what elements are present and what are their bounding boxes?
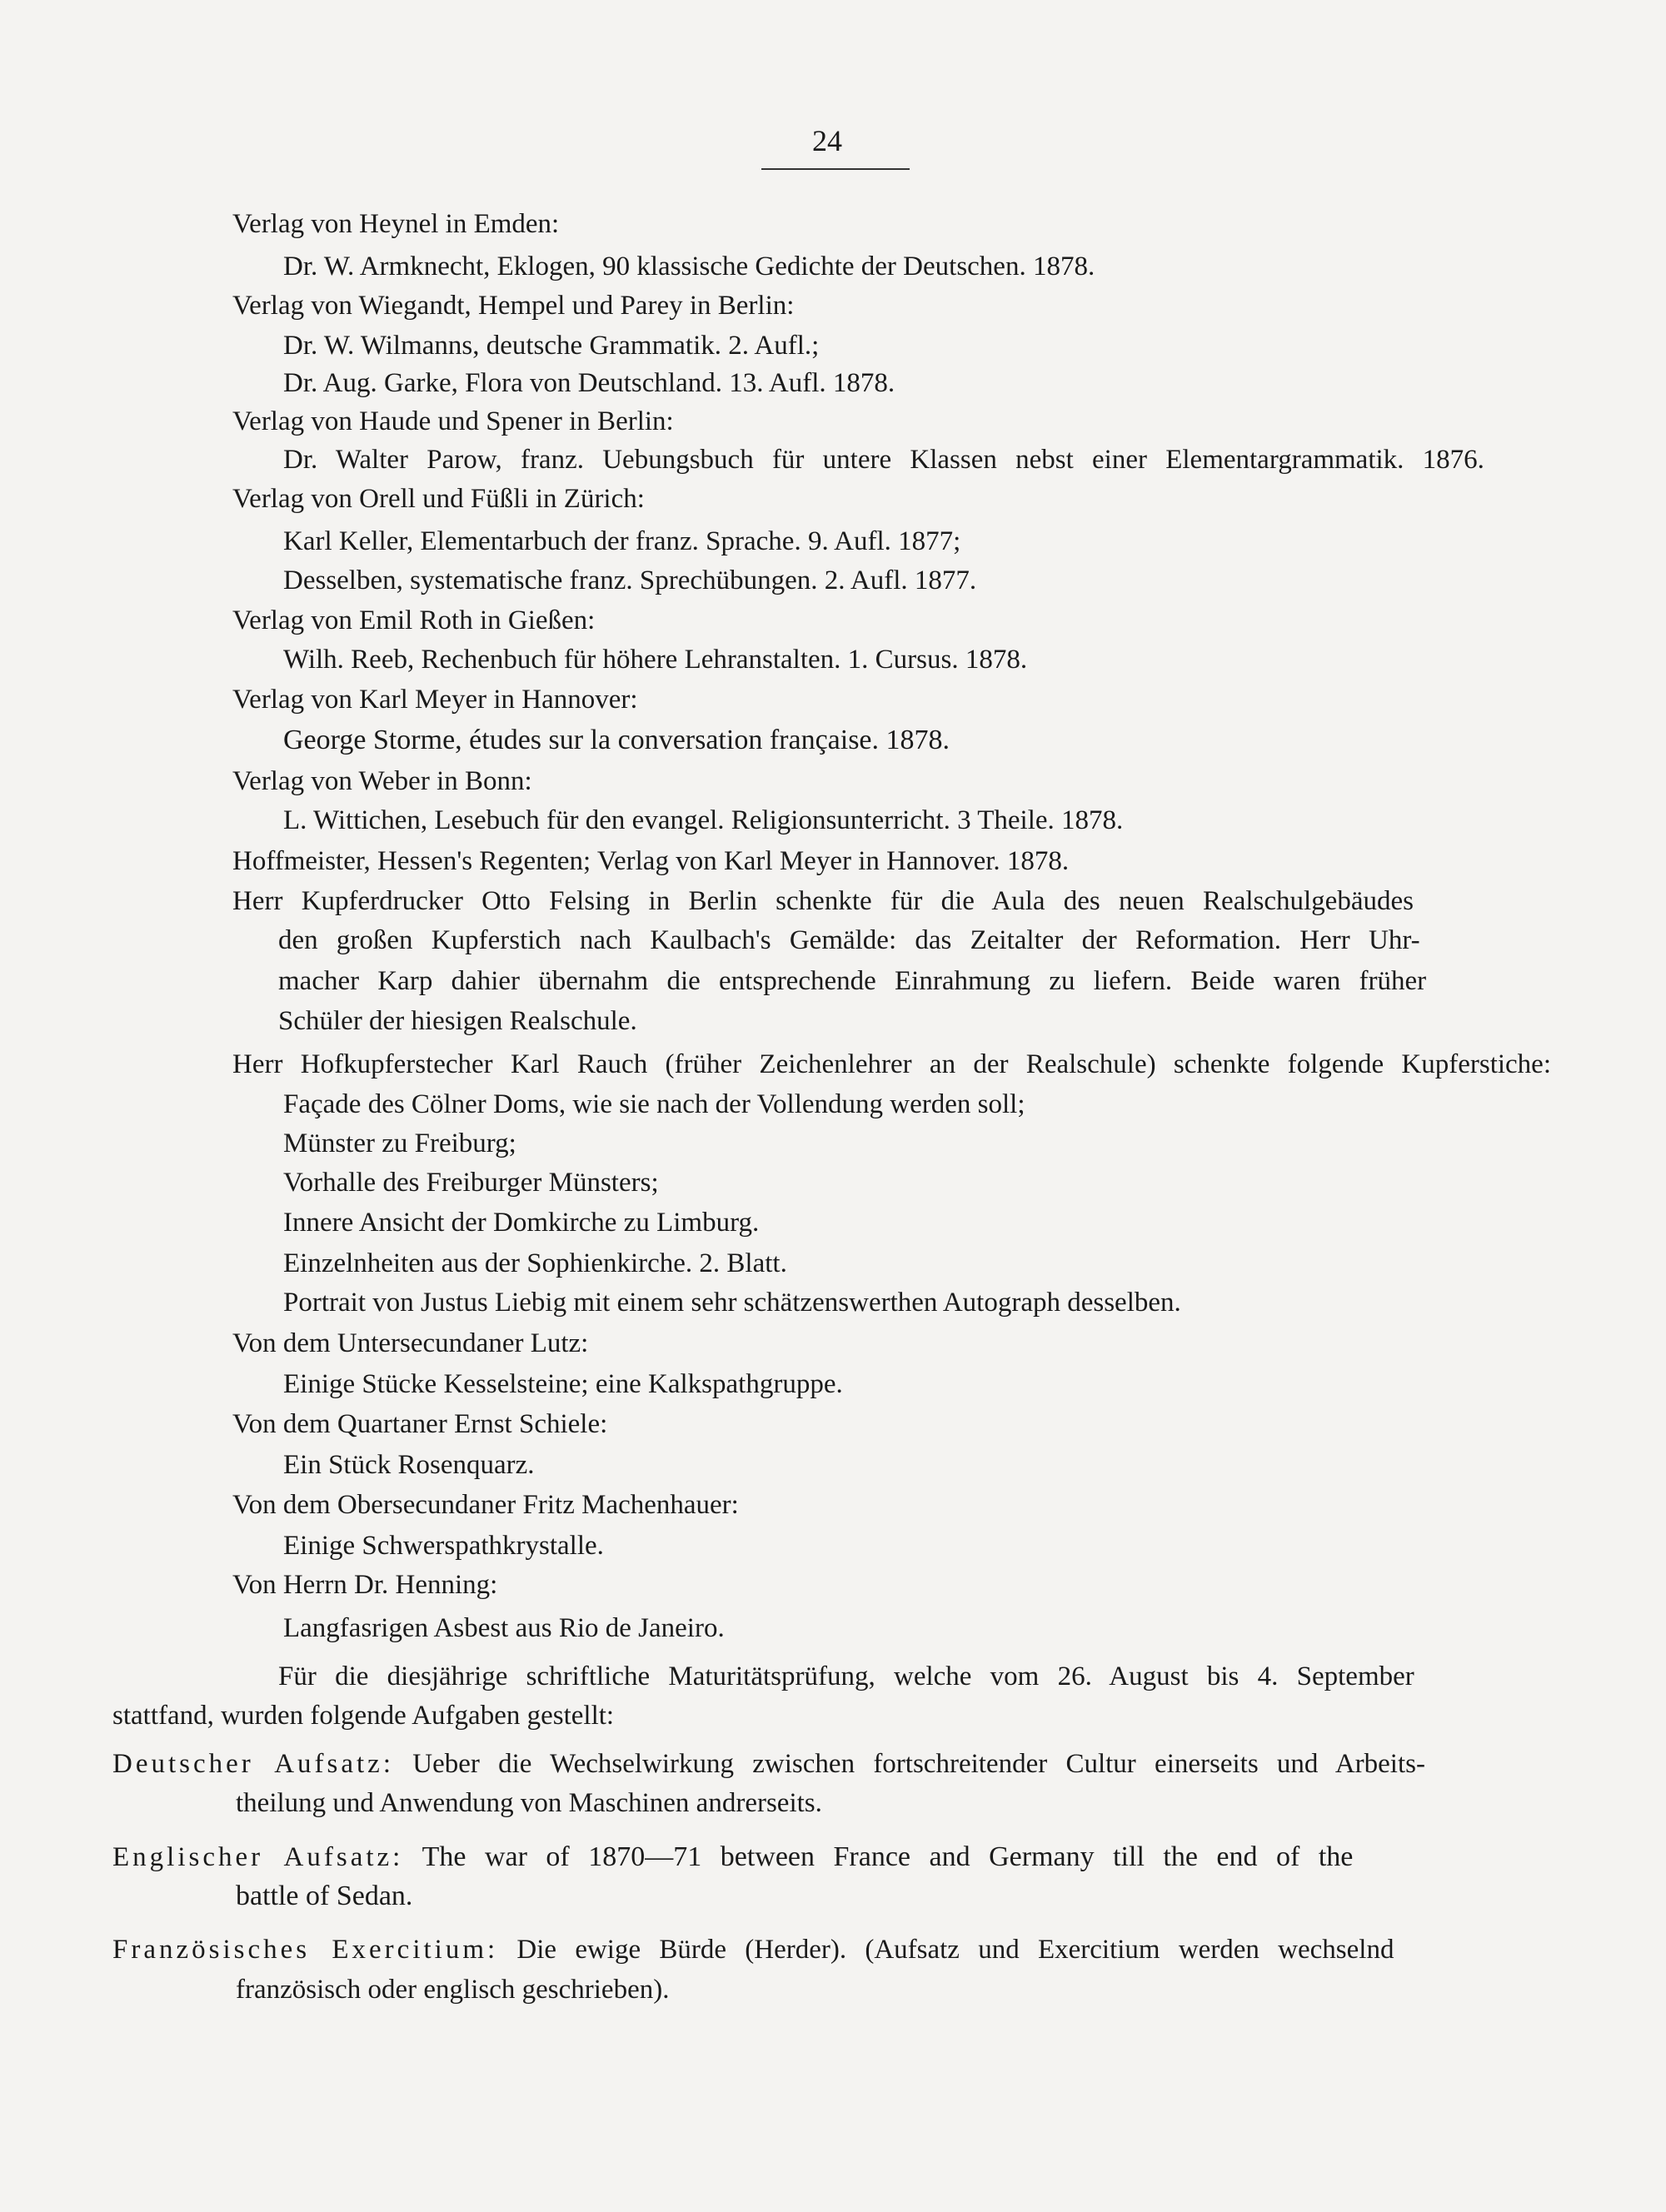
book-line: L. Wittichen, Lesebuch für den evangel. Religionsunterricht. 3 Theile. 1878. [283,805,1124,835]
book-line: Dr. W. Armknecht, Eklogen, 90 klassische Gedichte der Deutschen. 1878. [283,252,1095,281]
engraving-item: Portrait von Justus Liebig mit einem sehr schätzenswerthen Autograph desselben. [283,1288,1181,1318]
donor-line: Von Herrn Dr. Henning: [232,1570,498,1600]
publisher-line: Verlag von Haude und Spener in Berlin: [232,406,674,436]
paragraph-line: Für die diesjährige schriftliche Maturitätsprüfung, welche vom 26. August bis 4. September [278,1661,1414,1691]
book-line: George Storme, études sur la conversation française. 1878. [283,725,950,755]
engraving-item: Einzelnheiten aus der Sophienkirche. 2. Blatt. [283,1248,787,1278]
publisher-line: Verlag von Heynel in Emden: [232,209,560,239]
donation-line: Einige Stücke Kesselsteine; eine Kalkspathgruppe. [283,1369,843,1399]
page-number-rule [761,168,910,170]
exam-text: Die ewige Bürde (Herder). (Aufsatz und Exercitium werden wechselnd [516,1935,1394,1965]
donation-line: Langfasrigen Asbest aus Rio de Janeiro. [283,1613,725,1643]
engraving-item: Innere Ansicht der Domkirche zu Limburg. [283,1208,760,1238]
donor-line: Von dem Obersecundaner Fritz Machenhauer: [232,1490,739,1520]
book-line: Karl Keller, Elementarbuch der franz. Sprache. 9. Aufl. 1877; [283,526,961,556]
book-line: Wilh. Reeb, Rechenbuch für höhere Lehranstalten. 1. Cursus. 1878. [283,645,1028,675]
engraving-item: Façade des Cölner Doms, wie sie nach der Vollendung werden soll; [283,1089,1025,1119]
book-line: Dr. Walter Parow, franz. Uebungsbuch für untere Klassen nebst einer Elementargrammatik. 1876. [283,445,1484,475]
paragraph-line: Herr Hofkupferstecher Karl Rauch (früher Zeichenlehrer an der Realschule) schenkte folgende Kupferstiche: [232,1049,1551,1079]
exam-label: Deutscher Aufsatz: [112,1749,394,1779]
paragraph-line: macher Karp dahier übernahm die entsprechende Einrahmung zu liefern. Beide waren früher [278,966,1427,996]
publisher-line: Verlag von Wiegandt, Hempel und Parey in Berlin: [232,291,795,321]
donor-line: Von dem Quartaner Ernst Schiele: [232,1409,608,1439]
engraving-item: Vorhalle des Freiburger Münsters; [283,1168,659,1198]
exam-french-exercise [112,1931,1394,1968]
exam-label: Englischer Aufsatz: [112,1842,404,1872]
publisher-line: Verlag von Weber in Bonn: [232,766,532,796]
paragraph-line: Schüler der hiesigen Realschule. [278,1006,637,1036]
exam-text: The war of 1870—71 between France and Germany till the end of the [421,1841,1354,1872]
publisher-line: Hoffmeister, Hessen's Regenten; Verlag von Karl Meyer in Hannover. 1878. [232,846,1070,876]
donor-line: Von dem Untersecundaner Lutz: [232,1328,589,1358]
exam-continuation: battle of Sedan. [236,1881,413,1911]
book-line: Dr. Aug. Garke, Flora von Deutschland. 13. Aufl. 1878. [283,368,895,398]
exam-continuation: theilung und Anwendung von Maschinen andrerseits. [236,1788,822,1818]
book-line: Dr. W. Wilmanns, deutsche Grammatik. 2. Aufl.; [283,331,820,361]
publisher-line: Verlag von Emil Roth in Gießen: [232,605,596,635]
engraving-item: Münster zu Freiburg; [283,1128,516,1158]
donation-line: Ein Stück Rosenquarz. [283,1450,535,1480]
paragraph-line: den großen Kupferstich nach Kaulbach's Gemälde: das Zeitalter der Reformation. Herr Uhr- [278,925,1420,955]
page-number: 24 [812,124,842,157]
exam-english-essay [112,1839,1353,1876]
publisher-line: Verlag von Orell und Füßli in Zürich: [232,484,645,514]
publisher-line: Verlag von Karl Meyer in Hannover: [232,685,638,715]
exam-continuation: französisch oder englisch geschrieben). [236,1975,670,2005]
exam-label: Französisches Exercitium: [112,1935,499,1965]
donation-line: Einige Schwerspathkrystalle. [283,1531,604,1561]
book-line: Desselben, systematische franz. Sprechübungen. 2. Aufl. 1877. [283,565,977,595]
exam-text: Ueber die Wechselwirkung zwischen fortschreitender Cultur einerseits und Arbeits- [412,1749,1425,1779]
paragraph-line: Herr Kupferdrucker Otto Felsing in Berlin schenkte für die Aula des neuen Realschulgebäudes [232,886,1414,916]
exam-german-essay [112,1746,1425,1782]
paragraph-line: stattfand, wurden folgende Aufgaben gestellt: [112,1701,615,1731]
